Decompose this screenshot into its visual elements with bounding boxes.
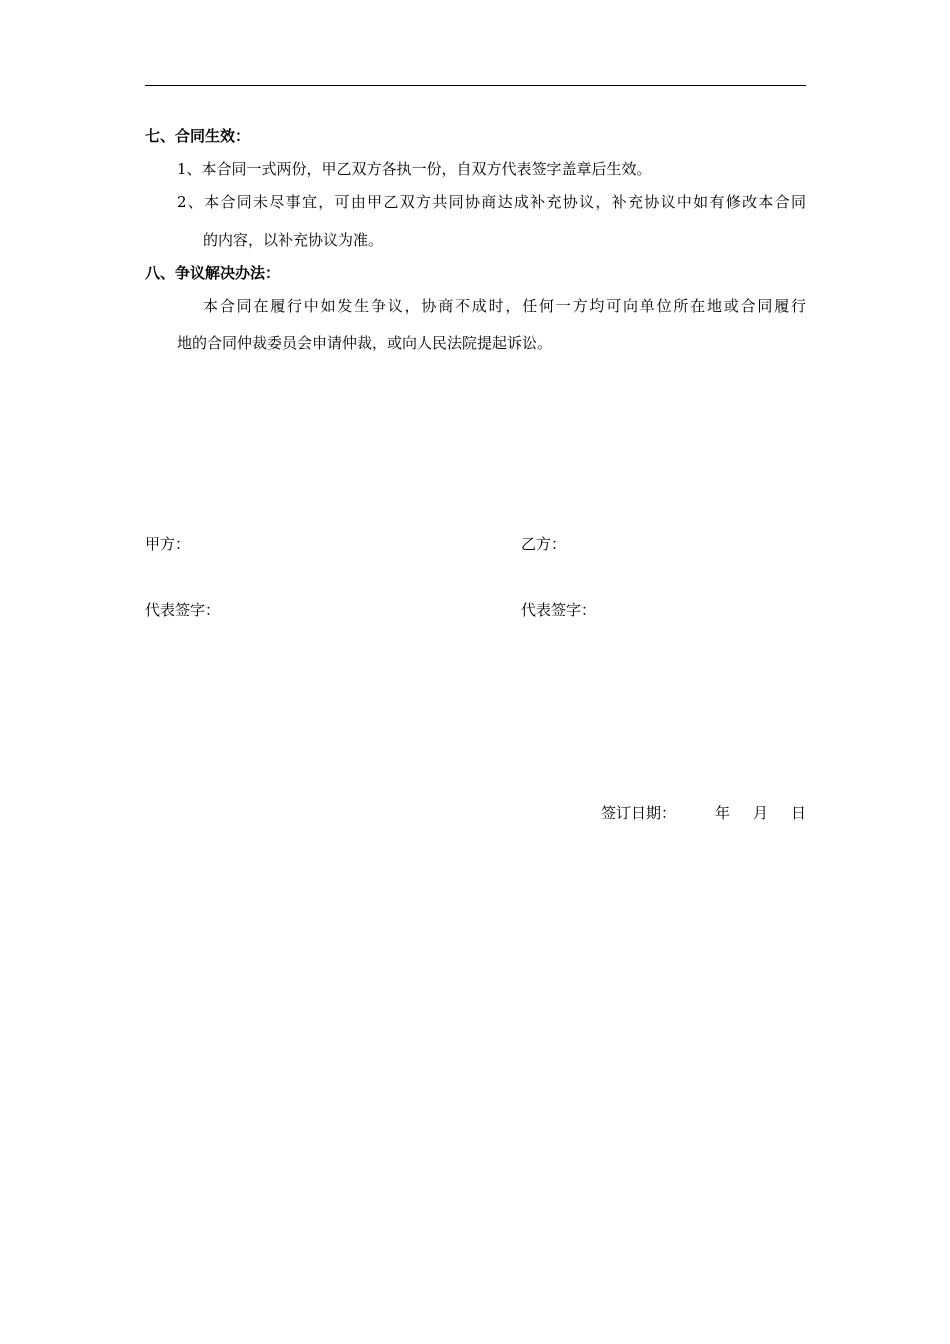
party-a-label: 甲方： — [145, 535, 191, 553]
party-b-label: 乙方： — [521, 535, 567, 553]
section-7-heading: 七、合同生效： — [145, 127, 251, 145]
signing-date-year: 年 — [715, 804, 731, 822]
section-7-item-1: 1、本合同一式两份，甲乙双方各执一份，自双方代表签字盖章后生效。 — [177, 160, 652, 178]
section-7-item-2-line-1: 2、本合同未尽事宜，可由甲乙双方共同协商达成补充协议，补充协议中如有修改本合同 — [177, 193, 806, 211]
section-8-heading: 八、争议解决办法： — [145, 264, 281, 282]
section-7-item-2-line-2: 的内容，以补充协议为准。 — [203, 231, 384, 249]
party-b-representative-signature: 代表签字： — [521, 601, 597, 619]
signing-date-day: 日 — [791, 804, 807, 822]
signing-date-label: 签订日期： — [601, 804, 677, 822]
header-rule — [145, 85, 806, 86]
section-8-paragraph-line-1: 本合同在履行中如发生争议，协商不成时，任何一方均可向单位所在地或合同履行 — [203, 297, 806, 315]
party-a-representative-signature: 代表签字： — [145, 601, 221, 619]
section-8-paragraph-line-2: 地的合同仲裁委员会申请仲裁，或向人民法院提起诉讼。 — [177, 334, 553, 352]
signing-date-month: 月 — [753, 804, 769, 822]
